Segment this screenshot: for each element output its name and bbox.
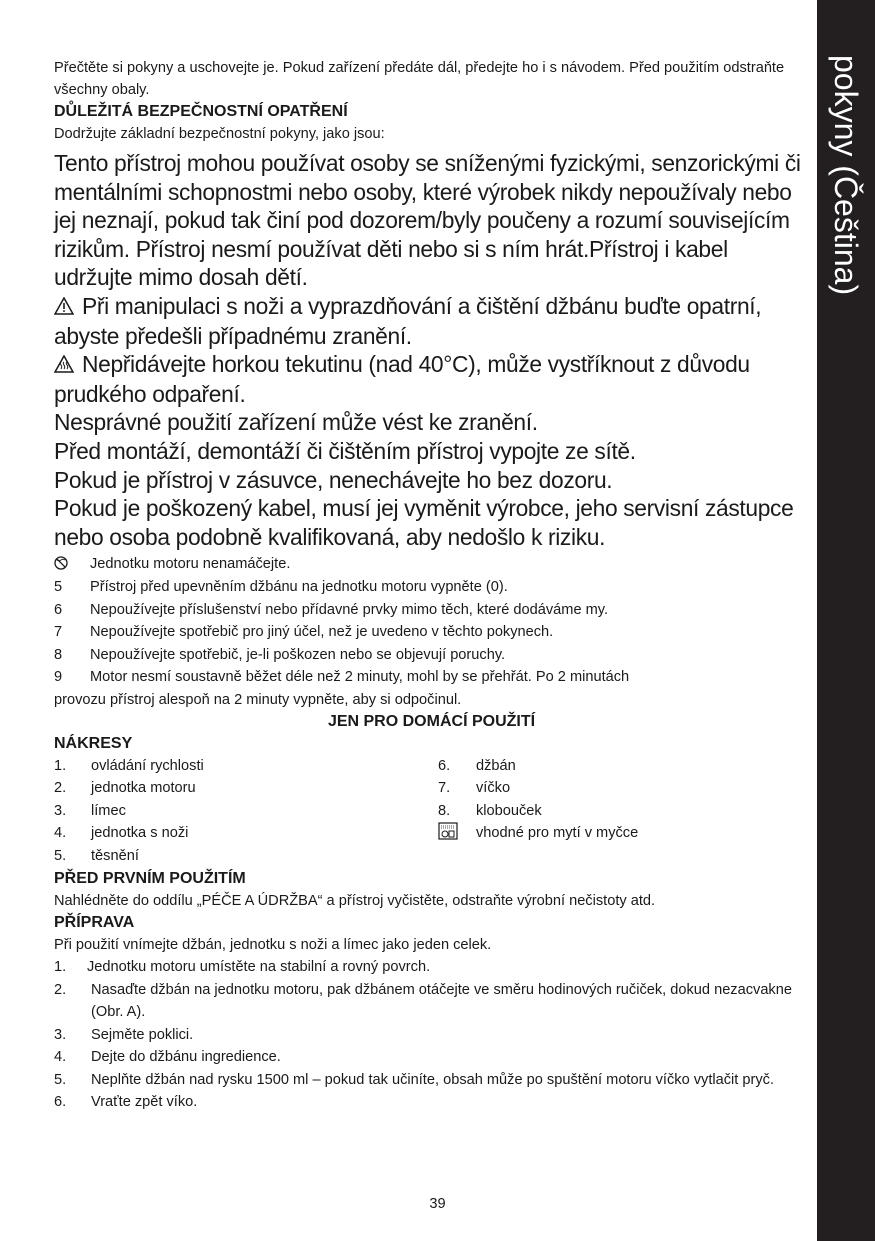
prep-step: 1. Jednotku motoru umístěte na stabilní a rovný povrch. xyxy=(54,959,431,976)
drawings-list xyxy=(54,755,809,868)
safety-item: 5 Přístroj před upevněním džbánu na jednotku motoru vypněte (0). xyxy=(54,578,508,595)
hot-liquid-warning-icon xyxy=(54,351,74,380)
no-soak-row xyxy=(54,553,809,576)
safety-item: 8 Nepoužívejte spotřebič, je-li poškozen nebo se objevují poruchy. xyxy=(54,646,506,663)
prep-heading: PŘÍPRAVA xyxy=(54,914,135,932)
side-tab-label: pokyny (Čeština) xyxy=(828,55,864,296)
dishwasher-row xyxy=(438,822,808,845)
prep-step: 6. Vraťte zpět víko. xyxy=(54,1094,198,1111)
warning-hot xyxy=(54,350,809,408)
intro-text: Přečtěte si pokyny a uschovejte je. Pokud zařízení předáte dál, předejte ho i s návodem. Před použitím odstraňte všechny obaly. xyxy=(54,60,785,98)
no-soak-text: Jednotku motoru nenamáčejte. xyxy=(90,556,291,573)
big-paragraph: Tento přístroj mohou používat osoby se sníženými fyzickými, senzorickými či mentálními schopnostmi nebo osoby, které výrobek nikdy nepoužívaly nebo jej neznají, pokud tak činí pod dozorem/byly poučeny a rozumí souvisejícím rizikům. Přístroj nesmí používat děti nebo si s ním hrát.Přístroj i kabel udržujte mimo dosah dětí. xyxy=(54,150,801,291)
no-immerse-icon xyxy=(54,555,68,569)
motor-continuation: provozu přístroj alespoň na 2 minuty vypněte, aby si odpočinul. xyxy=(54,691,462,708)
safety-item: 7 Nepoužívejte spotřebič pro jiný účel, než je uvedeno v těchto pokynech. xyxy=(54,624,554,641)
drawing-item: 2. jednotka motoru xyxy=(54,780,196,797)
warning-blades xyxy=(54,292,809,350)
prep-step: 3. Sejměte poklici. xyxy=(54,1026,194,1043)
page-content xyxy=(54,57,809,1114)
drawing-item: 8. klobouček xyxy=(438,802,542,819)
prep-step: 5. Neplňte džbán nad rysku 1500 ml – pokud tak učiníte, obsah může po spuštění motoru víčko vytlačit pryč. xyxy=(54,1071,775,1088)
household-only-heading: JEN PRO DOMÁCÍ POUŽITÍ xyxy=(327,712,536,730)
drawing-item: 3. límec xyxy=(54,802,126,819)
safety-intro: Dodržujte základní bezpečnostní pokyny, jako jsou: xyxy=(54,126,385,142)
warning-triangle-icon xyxy=(54,293,74,322)
prep-intro: Při použití vnímejte džbán, jednotku s noži a límec jako jeden celek. xyxy=(54,937,492,954)
big-line-unplug: Před montáží, demontáží či čištěním přístroj vypojte ze sítě. xyxy=(54,437,636,464)
prep-step: 2. Nasaďte džbán na jednotku motoru, pak džbánem otáčejte ve směru hodinových ručiček, dokud nezacvakne (Obr. A). xyxy=(54,981,792,1021)
big-line-misuse: Nesprávné použití zařízení může vést ke zranění. xyxy=(54,409,538,436)
first-use-heading: PŘED PRVNÍM POUŽITÍM xyxy=(54,870,246,888)
dishwasher-text: vhodné pro mytí v myčce xyxy=(476,825,639,842)
first-use-text: Nahlédněte do oddílu „PÉČE A ÚDRŽBA“ a přístroj vyčistěte, odstraňte výrobní nečistoty atd. xyxy=(54,893,656,910)
warning-hot-text: Nepřidávejte horkou tekutinu (nad 40°C), může vystříknout z důvodu prudkého odpaření. xyxy=(54,351,750,407)
big-line-unattended: Pokud je přístroj v zásuvce, nenechávejte ho bez dozoru. xyxy=(54,466,613,493)
safety-heading: DŮLEŽITÁ BEZPEČNOSTNÍ OPATŘENÍ xyxy=(54,103,348,120)
safety-item: 6 Nepoužívejte příslušenství nebo přídavné prvky mimo těch, které dodáváme my. xyxy=(54,601,609,618)
safety-item: 9 Motor nesmí soustavně běžet déle než 2 minuty, mohl by se přehřát. Po 2 minutách xyxy=(54,669,630,686)
page-number: 39 xyxy=(429,1196,446,1212)
warning-blades-text: Při manipulaci s noži a vyprazdňování a čištění džbánu buďte opatrní, abyste předešli případnému zranění. xyxy=(54,292,762,349)
drawing-item: 4. jednotka s noži xyxy=(54,825,189,842)
dishwasher-safe-icon xyxy=(438,822,458,840)
prep-step: 4. Dejte do džbánu ingredience. xyxy=(54,1049,281,1066)
drawing-item: 1. ovládání rychlosti xyxy=(54,757,204,774)
big-line-cable: Pokud je poškozený kabel, musí jej vyměnit výrobce, jeho servisní zástupce nebo osoba podobně kvalifikovaná, aby nedošlo k riziku. xyxy=(54,495,794,550)
drawing-item: 5. těsnění xyxy=(54,847,139,864)
drawing-item: 7. víčko xyxy=(438,780,511,797)
drawings-heading: NÁKRESY xyxy=(54,734,133,752)
drawing-item: 6. džbán xyxy=(438,757,516,774)
